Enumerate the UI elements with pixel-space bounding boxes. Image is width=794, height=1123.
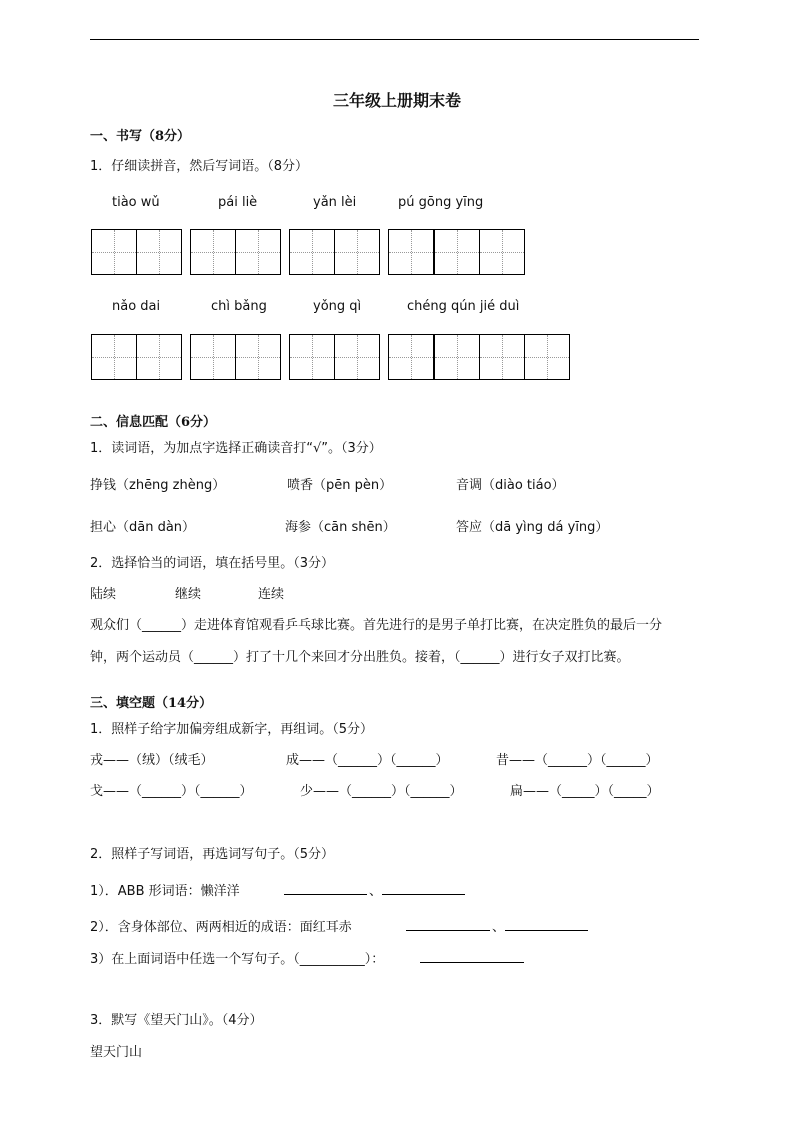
writing-grid-4[interactable] <box>388 229 525 275</box>
match-item-6: 答应（dā yìng dá yīng） <box>456 520 609 535</box>
match-item-4: 担心（dān dàn） <box>90 520 196 535</box>
radical-example: 戎——（绒）（绒毛） <box>90 753 214 768</box>
sentence-blank[interactable] <box>420 962 524 963</box>
abb-blank-2[interactable] <box>382 894 465 895</box>
header-rule <box>90 39 699 40</box>
match-item-5: 海参（cān shēn） <box>285 520 396 535</box>
s3-question-2: 2．照样子写词语，再选词写句子。（5分） <box>90 847 335 862</box>
writing-grid-2[interactable] <box>190 229 281 275</box>
abb-line: 1）．ABB 形词语：懒洋洋 <box>90 884 240 899</box>
radical-item-xi: 昔——（______）（______） <box>496 753 659 768</box>
match-item-2: 喷香（pēn pèn） <box>287 478 393 493</box>
s3-question-1: 1．照样子给字加偏旁组成新字，再组词。（5分） <box>90 722 374 737</box>
pinyin-6: chì bǎng <box>211 299 267 314</box>
word-option-3: 连续 <box>258 587 285 602</box>
writing-grid-8[interactable] <box>388 334 570 380</box>
radical-item-ge: 戈——（______）（______） <box>90 784 253 799</box>
s2-question-2: 2．选择恰当的词语，填在括号里。（3分） <box>90 556 335 571</box>
idiom-separator: 、 <box>492 920 506 935</box>
idiom-blank-2[interactable] <box>505 930 588 931</box>
section-1-heading: 一、书写（8分） <box>90 129 191 144</box>
pinyin-4: pú gōng yīng <box>398 195 484 210</box>
poem-title: 望天门山 <box>90 1045 143 1060</box>
radical-item-bian: 扁——（_____）（_____） <box>510 784 660 799</box>
writing-grid-3[interactable] <box>289 229 380 275</box>
section-2-heading: 二、信息匹配（6分） <box>90 415 217 430</box>
page-title: 三年级上册期末卷 <box>332 91 461 110</box>
writing-grid-7[interactable] <box>289 334 380 380</box>
pinyin-8: chéng qún jié duì <box>407 299 520 314</box>
abb-blank-1[interactable] <box>284 894 367 895</box>
word-option-2: 继续 <box>175 587 202 602</box>
writing-grid-1[interactable] <box>91 229 182 275</box>
match-item-1: 挣钱（zhēng zhèng） <box>90 478 226 493</box>
fill-paragraph-line-2: 钟，两个运动员（______）打了十几个来回才分出胜负。接着，（______）进行女子双打比赛。 <box>90 650 630 665</box>
abb-separator: 、 <box>369 884 383 899</box>
idiom-line: 2）．含身体部位、两两相近的成语：面红耳赤 <box>90 920 352 935</box>
radical-item-shao: 少——（______）（______） <box>300 784 463 799</box>
match-item-3: 音调（diào tiáo） <box>456 478 565 493</box>
writing-grid-5[interactable] <box>91 334 182 380</box>
s3-question-3: 3．默写《望天门山》。（4分） <box>90 1013 263 1028</box>
s2-question-1: 1．读词语，为加点字选择正确读音打“√”。（3分） <box>90 441 382 456</box>
pinyin-1: tiào wǔ <box>112 195 160 210</box>
fill-paragraph-line-1: 观众们（______）走进体育馆观看乒乓球比赛。首先进行的是男子单打比赛，在决定胜负的最后一分 <box>90 618 663 633</box>
s1-question-1: 1．仔细读拼音，然后写词语。（8分） <box>90 159 309 174</box>
idiom-blank-1[interactable] <box>406 930 490 931</box>
pinyin-3: yǎn lèi <box>313 195 357 210</box>
pinyin-2: pái liè <box>218 195 258 210</box>
section-3-heading: 三、填空题（14分） <box>90 696 213 711</box>
pinyin-5: nǎo dai <box>112 299 161 314</box>
word-option-1: 陆续 <box>90 587 117 602</box>
radical-item-cheng: 成——（______）（______） <box>286 753 449 768</box>
writing-grid-6[interactable] <box>190 334 281 380</box>
pinyin-7: yǒng qì <box>313 299 362 314</box>
sentence-line: 3）在上面词语中任选一个写句子。（__________）： <box>90 952 385 967</box>
